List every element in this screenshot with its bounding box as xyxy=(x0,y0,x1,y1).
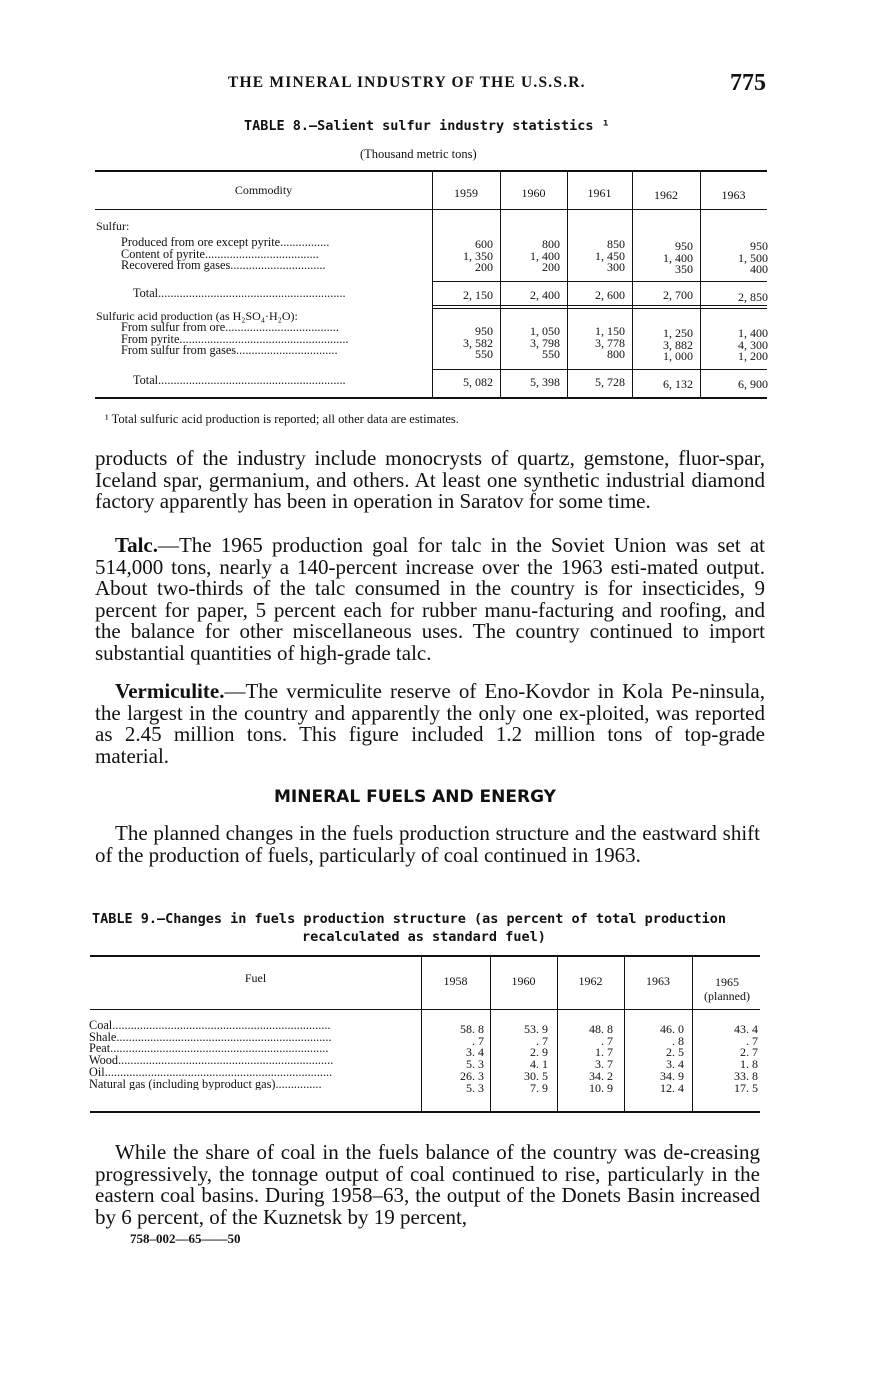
table-8-col-year: 1959 xyxy=(454,186,478,200)
table-8-col-year: 1961 xyxy=(587,186,612,200)
print-code: 758–002—65——50 xyxy=(130,1231,241,1246)
sulfur-total-rule xyxy=(432,281,767,282)
table-9-col-year: 1962 xyxy=(578,974,603,988)
sulfur-values: 850 1, 450 300 xyxy=(595,237,625,274)
sulfur-total-label: Total............................................................. xyxy=(133,288,346,300)
acid-total: 5, 398 xyxy=(530,375,560,389)
running-title: THE MINERAL INDUSTRY OF THE U.S.S.R. xyxy=(228,74,586,91)
talc-lead: Talc. xyxy=(115,533,158,557)
acid-values: 1, 250 3, 882 1, 000 xyxy=(663,326,693,363)
paragraph-coal xyxy=(95,1142,760,1228)
sulfur-values: 950 1, 400 350 xyxy=(663,239,693,276)
sulfur-total: 2, 150 xyxy=(463,288,493,302)
paragraph-products: products of the industry include monocrysts of quartz, gemstone, fluor-spar, Iceland spar, germanium, and others. At least one synthetic industrial diamond factory apparently has been in operation in Saratov for some time. xyxy=(95,446,765,514)
fuel-values: 48. 8 . 7 1. 7 3. 7 34. 2 10. 9 xyxy=(589,1022,613,1095)
fuels-text: The planned changes in the fuels production structure and the eastward shift of the production of fuels, particularly of coal continued in 1963. xyxy=(95,821,760,867)
table-9-col-year: 1963 xyxy=(646,974,670,988)
sulfur-values: 950 1, 500 400 xyxy=(738,239,768,276)
fuel-values: 46. 0 . 8 2. 5 3. 4 34. 9 12. 4 xyxy=(660,1022,684,1095)
sulfur-group-label: Sulfur: xyxy=(96,219,130,233)
fuel-values: 58. 8 . 7 3. 4 5. 3 26. 3 5. 3 xyxy=(460,1022,484,1095)
paragraph-vermiculite xyxy=(95,681,765,767)
table-9-col-year: 1958 xyxy=(443,974,468,988)
acid-total: 5, 728 xyxy=(595,375,625,389)
vermiculite-text: —The vermiculite reserve of Eno-Kovdor in Kola Pe-ninsula, the largest in the country and apparently the only one ex-ploited, was reported as 2.45 million tons. This figure included 1.2 million tons of top-grade material. xyxy=(95,679,765,768)
table-9-top-rule xyxy=(90,955,760,957)
paragraph-fuels xyxy=(95,823,760,866)
fuel-values: 43. 4 . 7 2. 7 1. 8 33. 8 17. 5 xyxy=(734,1022,758,1095)
table-9-title-line-1: TABLE 9.—Changes in fuels production structure (as percent of total production xyxy=(92,911,726,927)
acid-values: 1, 150 3, 778 800 xyxy=(595,324,625,361)
fuel-row-labels: Coal....................................................................... Shale...................................................................... Peat....................................................................... Wood...................................................................... Oil.......................................................................... Natural gas (including byproduct gas)............... xyxy=(89,1020,334,1091)
acid-values: 1, 050 3, 798 550 xyxy=(530,324,560,361)
table-8-divider xyxy=(700,172,701,397)
coal-text: While the share of coal in the fuels balance of the country was de-creasing progressively, the tonnage output of coal continued to rise, particularly in the eastern coal basins. During 1958–63, the output of the Donets Basin increased by 6 percent, of the Kuznetsk by 19 percent, xyxy=(95,1140,760,1229)
sulfur-total: 2, 400 xyxy=(530,288,560,302)
table-8-divider xyxy=(432,172,433,397)
acid-group-label: Sulfuric acid production (as H₂SO₄·H₂O): xyxy=(96,309,298,323)
table-9-header-rule xyxy=(90,1009,760,1010)
table-9-col-fuel: Fuel xyxy=(244,971,267,985)
sulfur-total-double-rule xyxy=(432,305,767,306)
acid-row-labels: From sulfur from ore..................................... From pyrite....................................................... From sulfur from gases................................. xyxy=(121,322,349,357)
fuel-values: 53. 9 . 7 2. 9 4. 1 30. 5 7. 9 xyxy=(524,1022,548,1095)
table-9-col-year: 1965 (planned) xyxy=(704,975,750,1003)
acid-total-label: Total............................................................. xyxy=(133,375,346,387)
page-number: 775 xyxy=(730,70,766,96)
sulfur-total: 2, 600 xyxy=(595,288,625,302)
talc-text: —The 1965 production goal for talc in the Soviet Union was set at 514,000 tons, nearly a 140-percent increase over the 1963 esti-mated output. About two-thirds of the talc consumed in the country is for insecticides, 9 percent for paper, 5 percent each for rubber manu-facturing and roofing, and the balance for other miscellaneous uses. The country continued to import substantial quantities of high-grade talc. xyxy=(95,533,765,665)
sulfur-values: 600 1, 350 200 xyxy=(463,237,493,274)
sulfur-total-double-rule xyxy=(432,308,767,309)
table-8-col-year: 1962 xyxy=(654,188,678,202)
sulfur-values: 800 1, 400 200 xyxy=(530,237,560,274)
acid-total: 6, 132 xyxy=(663,377,693,391)
table-8-title: TABLE 8.—Salient sulfur industry statistics ¹ xyxy=(244,118,610,134)
table-8-divider xyxy=(567,172,568,397)
table-9-bottom-rule xyxy=(90,1111,760,1113)
acid-total: 5, 082 xyxy=(463,375,493,389)
table-8-bottom-rule xyxy=(95,397,767,399)
paragraph-talc xyxy=(95,535,765,665)
table-8-col-year: 1963 xyxy=(721,188,746,202)
acid-values: 1, 400 4, 300 1, 200 xyxy=(738,326,768,363)
table-8-divider xyxy=(500,172,501,397)
sulfur-total: 2, 700 xyxy=(663,288,693,302)
table-8-col-commodity: Commodity xyxy=(234,183,293,197)
acid-total-rule xyxy=(432,369,767,370)
table-9-col-year: 1960 xyxy=(511,974,536,988)
section-heading: MINERAL FUELS AND ENERGY xyxy=(274,787,556,807)
acid-total: 6, 900 xyxy=(738,377,768,391)
acid-values: 950 3, 582 550 xyxy=(463,324,493,361)
sulfur-row-labels: Produced from ore except pyrite................ Content of pyrite..................................... Recovered from gases............................... xyxy=(121,237,330,272)
table-8-subtitle: (Thousand metric tons) xyxy=(360,147,477,161)
table-8-divider xyxy=(632,172,633,397)
sulfur-total: 2, 850 xyxy=(738,290,768,304)
table-9-title-line-2: recalculated as standard fuel) xyxy=(302,929,546,945)
table-8-top-rule xyxy=(95,170,767,172)
table-8-col-year: 1960 xyxy=(521,186,546,200)
table-8-header-rule xyxy=(95,209,767,210)
table-8-footnote: ¹ Total sulfuric acid production is reported; all other data are estimates. xyxy=(105,412,459,426)
vermiculite-lead: Vermiculite. xyxy=(115,679,225,703)
